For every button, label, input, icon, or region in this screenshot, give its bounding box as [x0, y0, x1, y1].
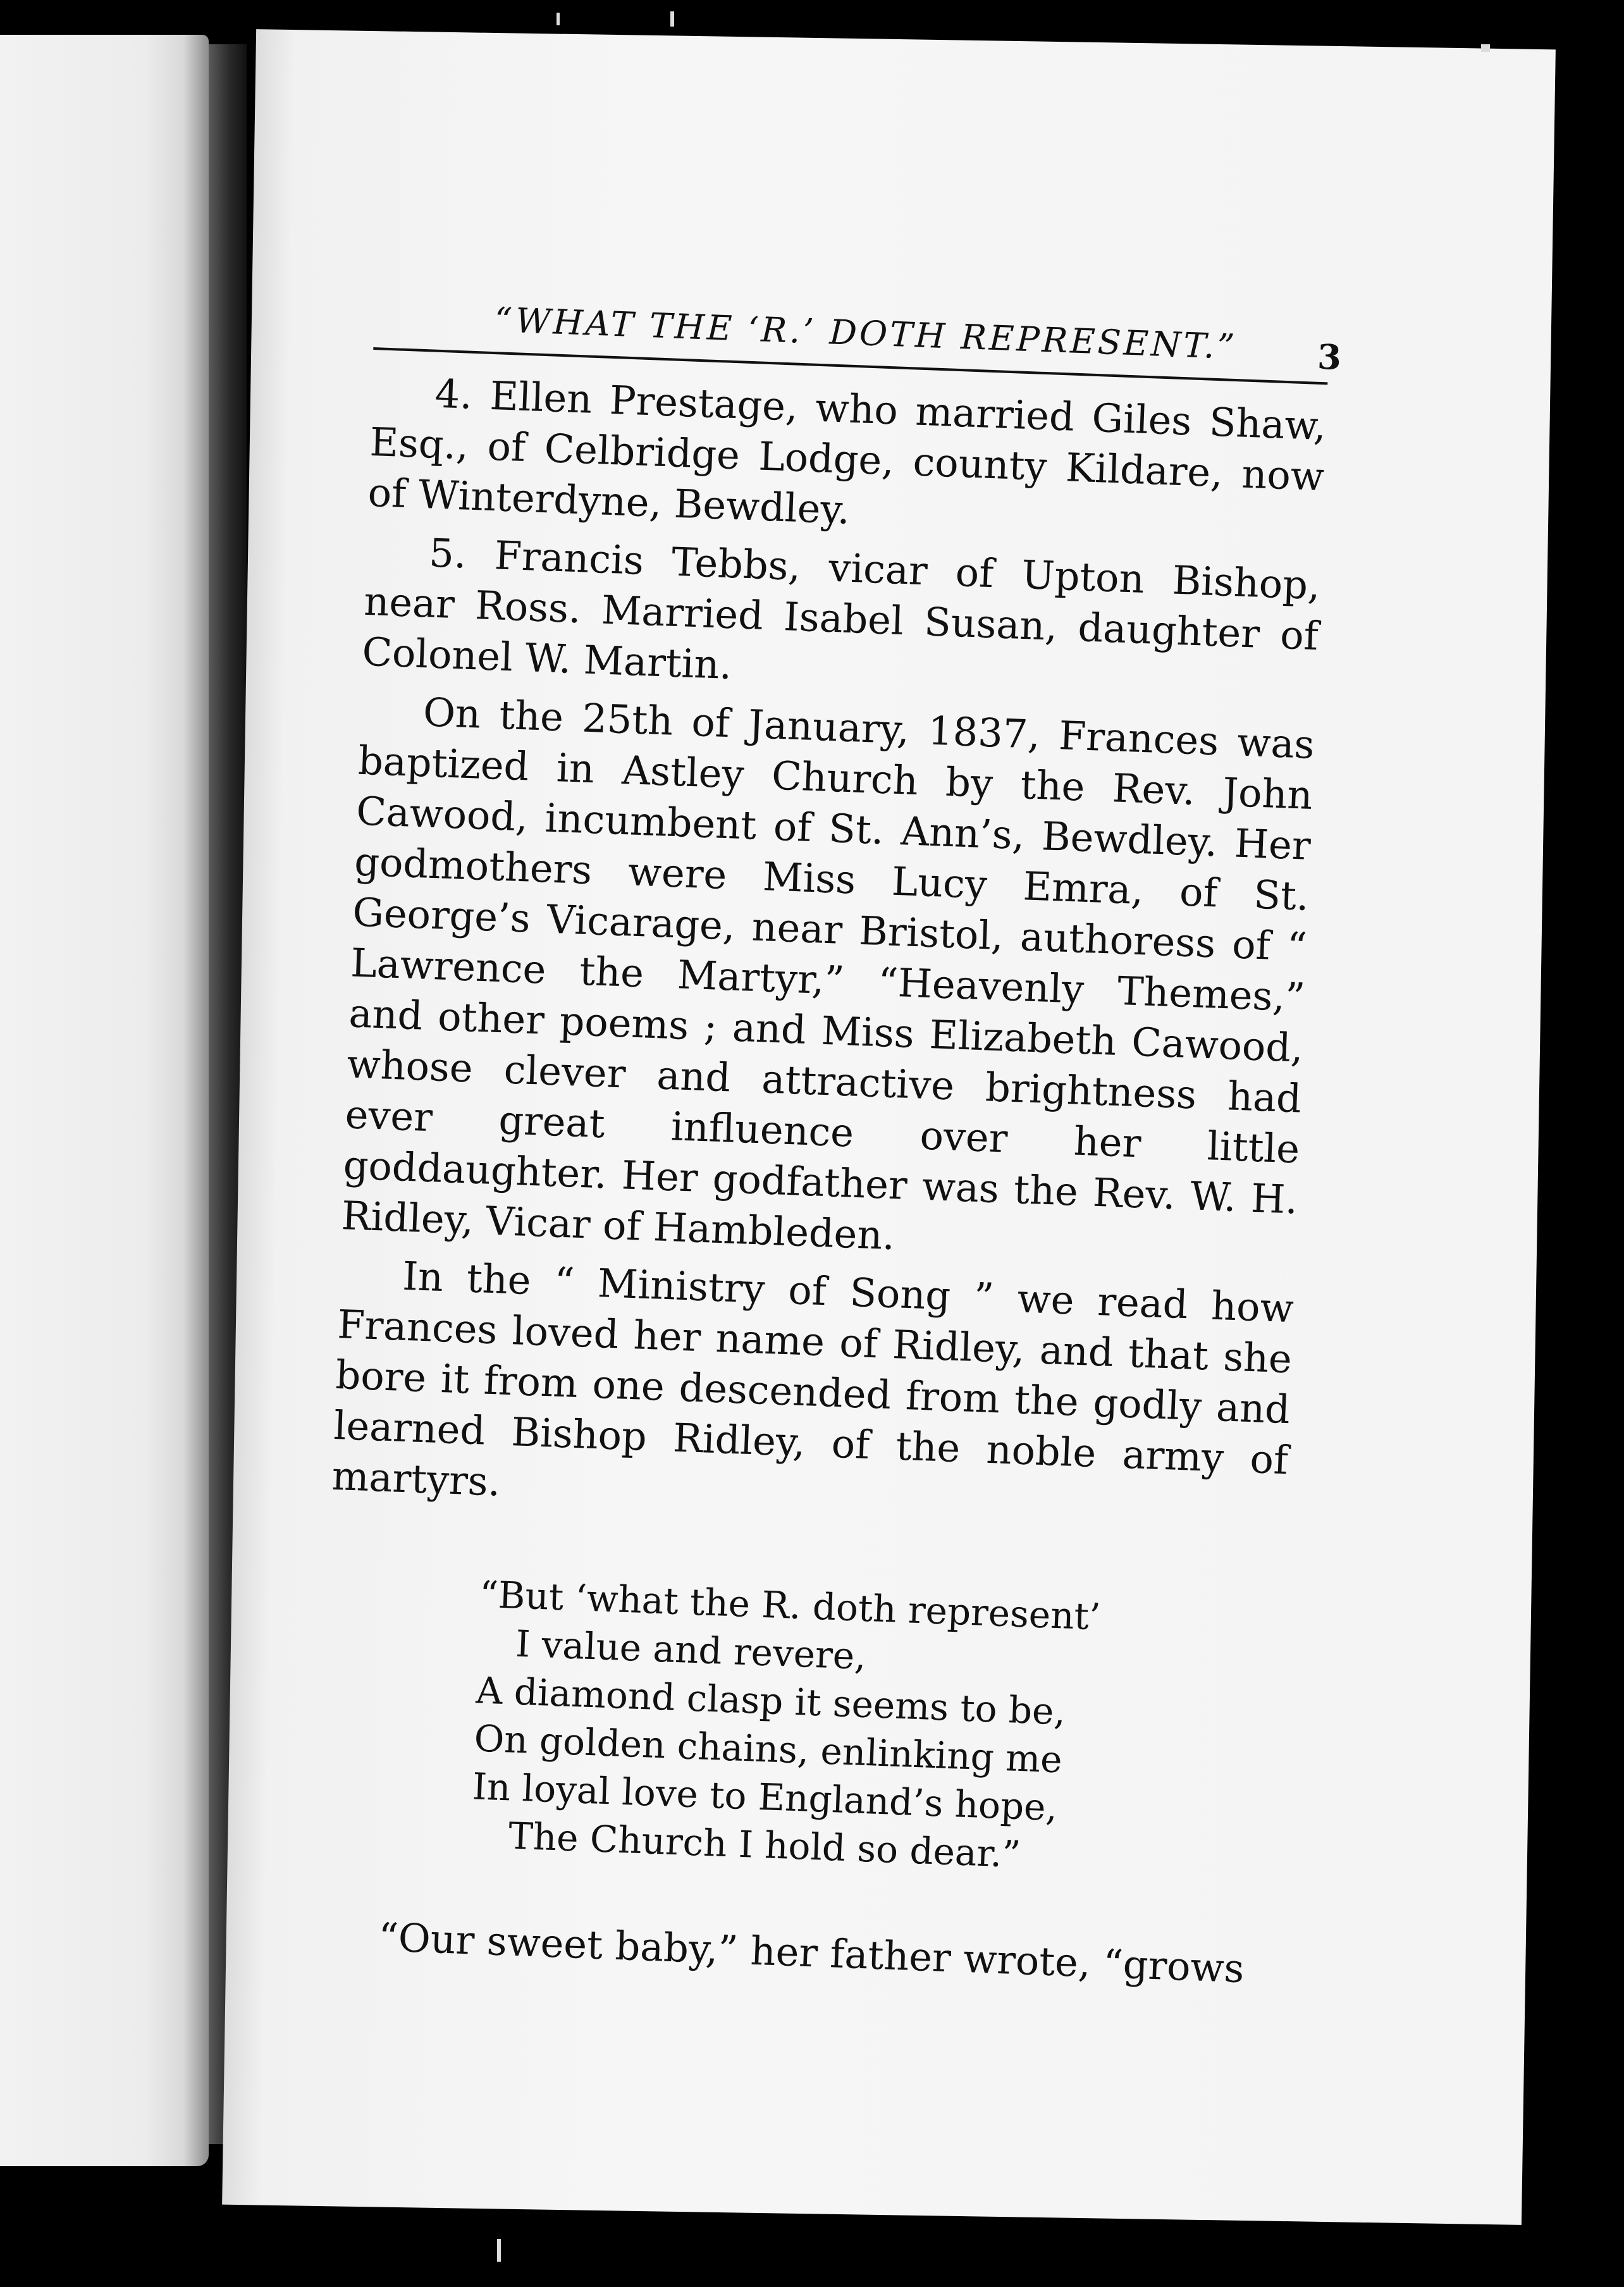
page-number: 3	[1317, 336, 1342, 378]
scan-speck	[670, 11, 674, 27]
verse-line: A diamond clasp it seems to be,	[475, 1668, 1067, 1734]
closing-line: “Our sweet baby,” her father wrote, “grows	[377, 1914, 1245, 1992]
paragraph-item-4: 4. Ellen Prestage, who married Giles Shaw, Esq., of Celbridge Lodge, county Kildare, now of Winterdyne, Bewdley.	[367, 370, 1327, 533]
running-header	[373, 290, 1342, 385]
right-page	[222, 29, 1556, 2225]
paragraph-baptism: On the 25th of January, 1837, Frances was baptized in Astley Church by the Rev. John Cawood, incumbent of St. Ann’s, Bewdley. Her godmothers were Miss Lucy Emra, of St. George’s Vicarage, near Bristol, authoress of “ Lawrence the Martyr,” “Heavenly Themes,” and other poems ; and Miss Elizabeth Cawood, whose clever and attractive brightness had ever great influence over her little goddaughter. Her godfather was the Rev. W. H. Ridley, Vicar of Hambleden.	[340, 689, 1315, 1259]
paragraph-item-5: 5. Francis Tebbs, vicar of Upton Bishop, near Ross. Married Isabel Susan, daughter of Colonel W. Martin.	[361, 529, 1321, 689]
verse-quotation	[470, 1570, 1283, 1888]
running-head-title: “WHAT THE ‘R.’ DOTH REPRESENT.”	[493, 300, 1238, 367]
left-page	[0, 35, 209, 2166]
scan-speck	[557, 13, 560, 25]
page-text-block	[314, 290, 1342, 2003]
verse-line: I value and revere,	[515, 1622, 867, 1678]
verse-line: In loyal love to England’s hope,	[471, 1765, 1059, 1830]
verse-line: The Church I hold so dear.”	[508, 1814, 1022, 1877]
verse-line: “But ‘what the R. doth represent’	[479, 1572, 1102, 1639]
scan-speck	[497, 2239, 501, 2262]
verse-line: On golden chains, enlinking me	[473, 1717, 1063, 1782]
scan-speck	[1481, 44, 1490, 52]
paragraph-ministry-of-song: In the “ Ministry of Song ” we read how Frances loved her name of Ridley, and that she bore it from one descended from the godly and learned Bishop Ridley, of the noble army of martyrs.	[331, 1252, 1295, 1505]
